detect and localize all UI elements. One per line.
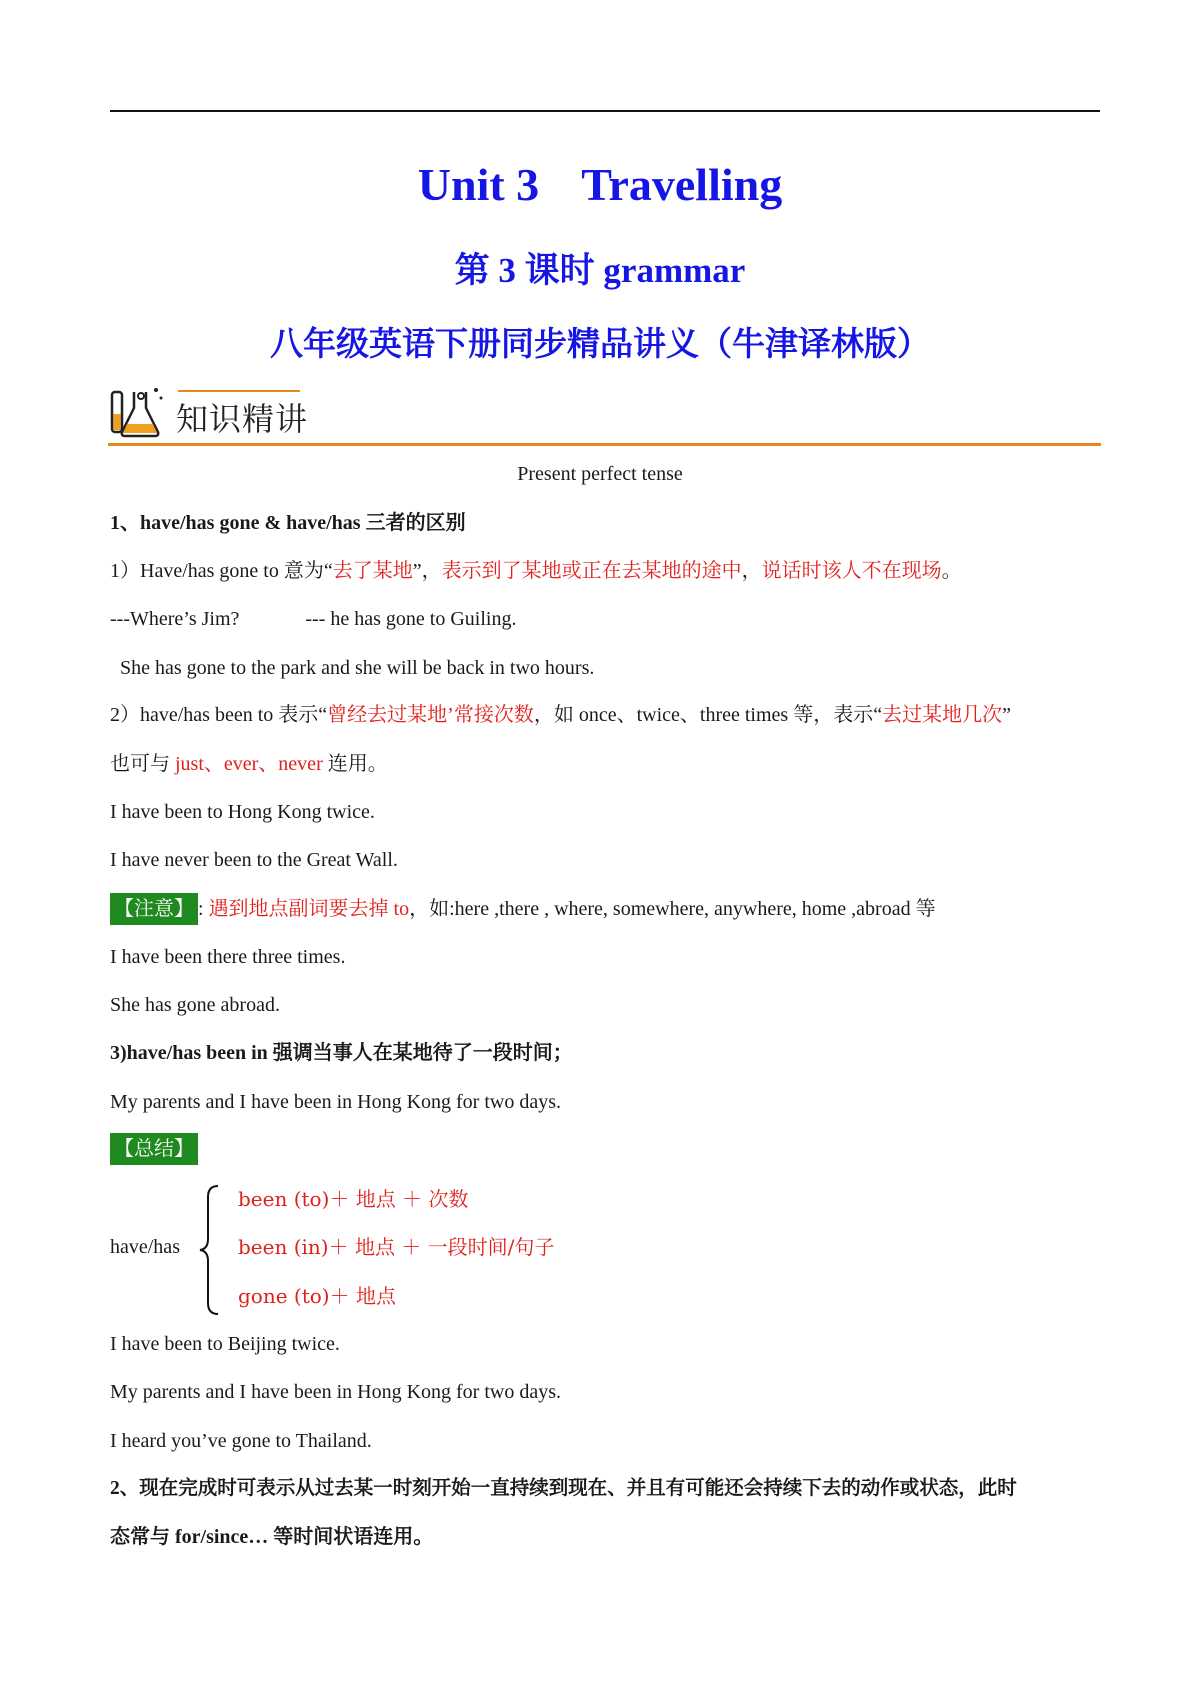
red-text: 去过某地几次 xyxy=(882,704,1003,726)
example-8: I have been to Beijing twice. xyxy=(110,1333,340,1355)
summary-row-2: been (in)＋ 地点 ＋ 一段时间/句子 xyxy=(238,1235,555,1259)
point-1-2 xyxy=(110,702,1011,728)
text-span: 1）Have/has gone to 意为“ xyxy=(110,560,333,582)
red-text: 遇到地点副词要去掉 to xyxy=(208,898,410,920)
section-header xyxy=(108,380,1101,446)
example-5: I have been there three times. xyxy=(110,946,346,968)
section-underline xyxy=(108,443,1101,446)
lab-flask-icon xyxy=(108,384,168,442)
point-2-line-2: 态常与 for/since… 等时间状语连用。 xyxy=(110,1526,434,1548)
point-1-2-cont xyxy=(110,751,388,777)
lesson-title: 第 3 课时 grammar xyxy=(454,251,746,290)
section-label: 知识精讲 xyxy=(176,400,309,438)
text-span: : xyxy=(198,898,209,920)
example-3: I have been to Hong Kong twice. xyxy=(110,801,375,823)
red-text: 说话时该人不在现场 xyxy=(761,560,942,582)
example-7: My parents and I have been in Hong Kong for two days. xyxy=(110,1091,562,1113)
summary-lhs: have/has xyxy=(110,1236,180,1258)
text-span: 。 xyxy=(941,560,962,582)
section-accent-bar xyxy=(178,390,300,392)
curly-brace-icon xyxy=(198,1183,222,1317)
example-10: I heard you’ve gone to Thailand. xyxy=(110,1430,372,1452)
note xyxy=(110,893,936,925)
summary-row-3: gone (to)＋ 地点 xyxy=(238,1284,396,1308)
summary-tag: 【总结】 xyxy=(110,1133,198,1165)
example-question: ---Where’s Jim? xyxy=(110,608,240,630)
red-text: 表示到了某地或正在去某地的途中 xyxy=(441,560,742,582)
subtitle: Present perfect tense xyxy=(517,463,683,485)
header-rule xyxy=(110,110,1100,112)
point-1-1 xyxy=(110,558,962,584)
unit-number: Unit 3 xyxy=(417,159,540,210)
example-2: She has gone to the park and she will be back in two hours. xyxy=(120,657,595,679)
text-span: ， xyxy=(741,560,762,582)
unit-title xyxy=(0,158,1200,211)
text-span: ，如 once、twice、three times 等，表示“ xyxy=(533,704,883,726)
point-1-3: 3)have/has been in 强调当事人在某地待了一段时间； xyxy=(110,1042,573,1064)
red-text: 曾经去过某地’常接次数 xyxy=(327,704,534,726)
example-answer: --- he has gone to Guiling. xyxy=(305,608,517,630)
text-span: 连用。 xyxy=(322,753,388,775)
point-2-line-1: 2、现在完成时可表示从过去某一时刻开始一直持续到现在、并且有可能还会持续下去的动作或状态，此时 xyxy=(110,1478,1017,1499)
example-4: I have never been to the Great Wall. xyxy=(110,849,398,871)
red-text: 去了某地 xyxy=(332,560,413,582)
text-span: 也可与 xyxy=(110,753,175,775)
text-span: 2）have/has been to 表示“ xyxy=(110,704,328,726)
book-title: 八年级英语下册同步精品讲义（牛津译林版） xyxy=(270,327,930,363)
unit-topic: Travelling xyxy=(581,159,783,210)
point-1-heading: 1、have/has gone & have/has 三者的区别 xyxy=(110,512,466,534)
summary-row-1: been (to)＋ 地点 ＋ 次数 xyxy=(238,1187,469,1211)
text-span: ，如:here ,there , where, somewhere, anywhere, home ,abroad 等 xyxy=(409,898,936,920)
text-span: ” xyxy=(1002,704,1011,726)
summary-tag-row xyxy=(110,1133,198,1165)
example-6: She has gone abroad. xyxy=(110,994,280,1016)
example-9: My parents and I have been in Hong Kong for two days. xyxy=(110,1381,562,1403)
red-text: just、ever、never xyxy=(175,753,323,775)
example-1 xyxy=(110,606,516,632)
note-tag: 【注意】 xyxy=(110,893,198,925)
text-span: ”， xyxy=(412,560,442,582)
